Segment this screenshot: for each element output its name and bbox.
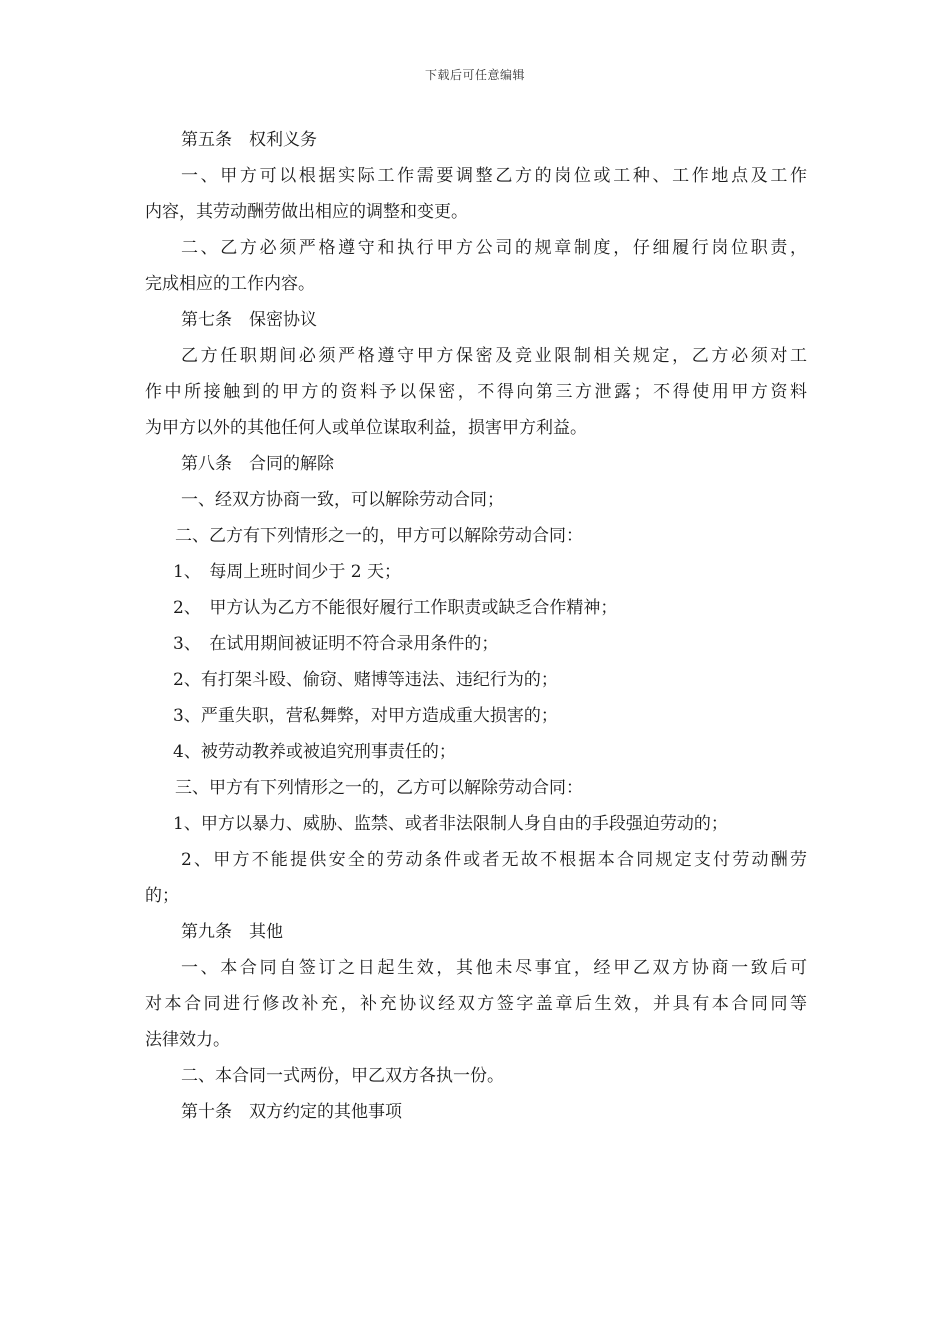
paragraph-line: 三、甲方有下列情形之一的，乙方可以解除劳动合同： bbox=[175, 778, 583, 798]
page-header: 下载后可任意编辑 bbox=[424, 68, 525, 82]
paragraph-line: 完成相应的工作内容。 bbox=[145, 274, 315, 294]
paragraph-line: 的； bbox=[145, 886, 179, 906]
section-title-article-8: 第八条 合同的解除 bbox=[181, 454, 334, 474]
paragraph-line: 一、经双方协商一致，可以解除劳动合同； bbox=[181, 490, 504, 510]
list-item: 2、甲方不能提供安全的劳动条件或者无故不根据本合同规定支付劳动酬劳 bbox=[181, 850, 807, 870]
paragraph-line: 乙方任职期间必须严格遵守甲方保密及竞业限制相关规定，乙方必须对工 bbox=[181, 346, 807, 366]
paragraph-line: 一、甲方可以根据实际工作需要调整乙方的岗位或工种、工作地点及工作 bbox=[181, 166, 807, 186]
document-body bbox=[145, 122, 807, 1130]
section-title-article-5: 第五条 权利义务 bbox=[181, 130, 317, 150]
section-title-article-7: 第七条 保密协议 bbox=[181, 310, 317, 330]
paragraph-line: 对本合同进行修改补充，补充协议经双方签字盖章后生效，并具有本合同同等 bbox=[145, 994, 807, 1014]
list-item: 3、 在试用期间被证明不符合录用条件的； bbox=[173, 634, 499, 654]
paragraph-line: 二、乙方必须严格遵守和执行甲方公司的规章制度，仔细履行岗位职责， bbox=[181, 238, 807, 258]
list-item: 3、严重失职，营私舞弊，对甲方造成重大损害的； bbox=[173, 706, 558, 726]
list-item: 2、 甲方认为乙方不能很好履行工作职责或缺乏合作精神； bbox=[173, 598, 618, 618]
section-title-article-10: 第十条 双方约定的其他事项 bbox=[181, 1102, 402, 1122]
paragraph-line: 二、本合同一式两份，甲乙双方各执一份。 bbox=[181, 1066, 504, 1086]
paragraph-line: 二、乙方有下列情形之一的，甲方可以解除劳动合同： bbox=[175, 526, 583, 546]
list-item: 4、被劳动教养或被追究刑事责任的； bbox=[173, 742, 456, 762]
list-item: 1、甲方以暴力、威胁、监禁、或者非法限制人身自由的手段强迫劳动的； bbox=[173, 814, 728, 834]
paragraph-line: 作中所接触到的甲方的资料予以保密，不得向第三方泄露；不得使用甲方资料 bbox=[145, 382, 807, 402]
section-title-article-9: 第九条 其他 bbox=[181, 922, 283, 942]
paragraph-line: 法律效力。 bbox=[145, 1030, 230, 1050]
paragraph-line: 为甲方以外的其他任何人或单位谋取利益，损害甲方利益。 bbox=[145, 418, 587, 438]
list-item: 2、有打架斗殴、偷窃、赌博等违法、违纪行为的； bbox=[173, 670, 558, 690]
paragraph-line: 一、本合同自签订之日起生效，其他未尽事宜，经甲乙双方协商一致后可 bbox=[181, 958, 807, 978]
paragraph-line: 内容，其劳动酬劳做出相应的调整和变更。 bbox=[145, 202, 468, 222]
list-item: 1、 每周上班时间少于 2 天； bbox=[173, 562, 401, 582]
